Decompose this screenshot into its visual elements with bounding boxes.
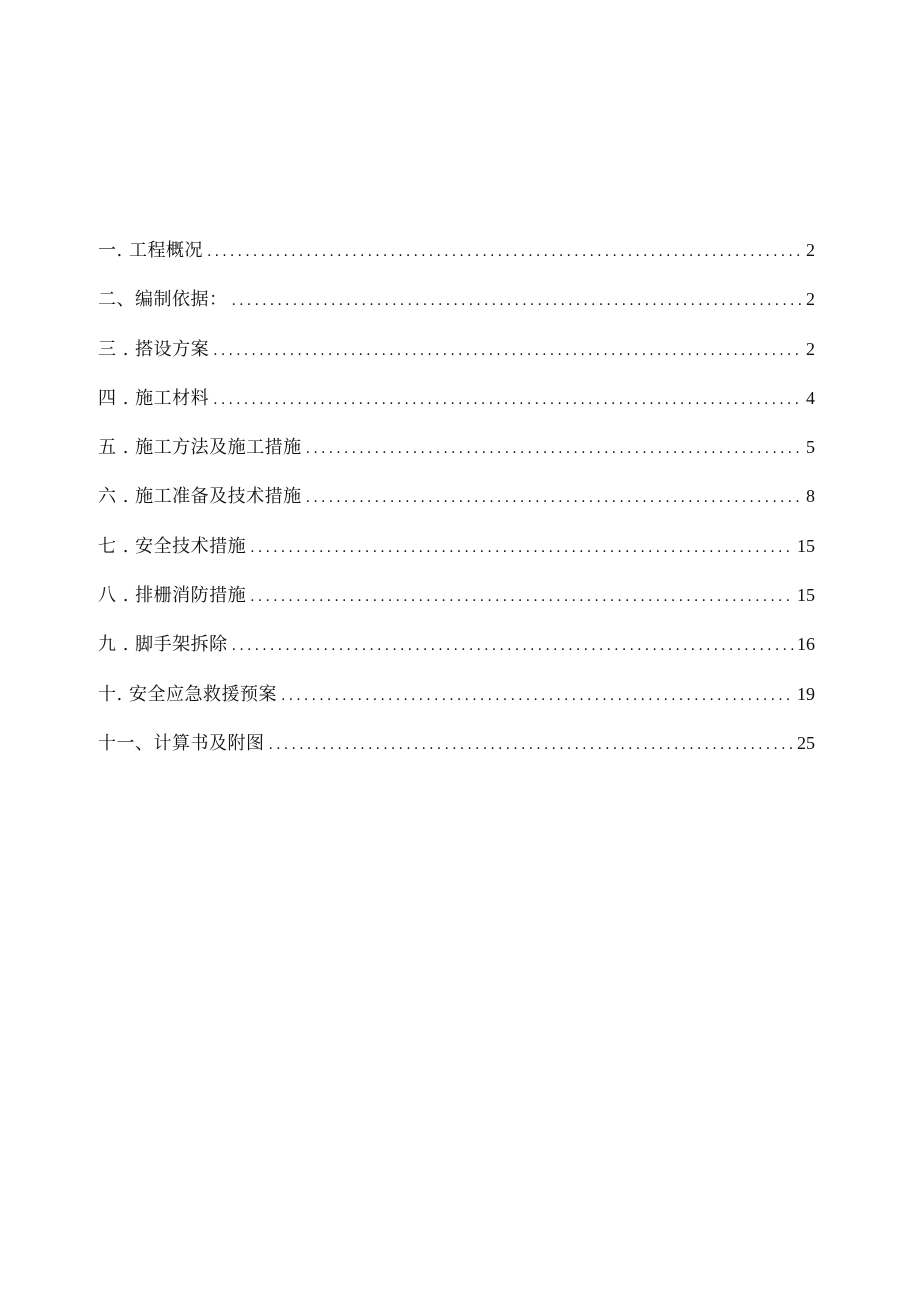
toc-entry[interactable]: [98, 630, 815, 679]
table-of-contents: [98, 236, 815, 778]
toc-entry-title: 三 . 搭设方案: [98, 338, 210, 360]
toc-dot-leader: [306, 435, 803, 463]
toc-entry-title: 八 . 排栅消防措施: [98, 585, 247, 607]
toc-entry-title: 五 . 施工方法及施工措施: [98, 437, 302, 459]
toc-entry[interactable]: [98, 384, 815, 433]
toc-entry-title: 一. 工程概况: [98, 240, 203, 261]
toc-entry-page: 2: [806, 338, 815, 359]
toc-entry-page: 16: [797, 634, 815, 655]
toc-dot-leader: [213, 386, 803, 414]
toc-dot-leader: [250, 583, 794, 611]
toc-entry[interactable]: [98, 285, 815, 334]
toc-entry-title: 十. 安全应急救援预案: [98, 683, 277, 705]
toc-dot-leader: [269, 731, 795, 759]
toc-dot-leader: [207, 238, 803, 266]
toc-entry[interactable]: [98, 482, 815, 531]
toc-entry[interactable]: [98, 680, 815, 729]
toc-dot-leader: [306, 484, 803, 512]
toc-entry-page: 5: [806, 437, 815, 458]
toc-entry-title: 九 . 脚手架拆除: [98, 634, 228, 656]
toc-entry-title: 二、编制依据：: [98, 289, 228, 311]
toc-entry-page: 15: [797, 535, 815, 556]
toc-entry-page: 4: [806, 387, 815, 408]
toc-entry-title: 六 . 施工准备及技术措施: [98, 486, 302, 508]
toc-entry[interactable]: [98, 729, 815, 778]
toc-entry[interactable]: [98, 236, 815, 285]
toc-entry[interactable]: [98, 581, 815, 630]
toc-entry-page: 19: [797, 683, 815, 704]
toc-dot-leader: [232, 632, 794, 660]
toc-entry-page: 8: [806, 486, 815, 507]
toc-entry-page: 2: [806, 240, 815, 260]
toc-entry[interactable]: [98, 335, 815, 384]
toc-entry-page: 2: [806, 289, 815, 310]
toc-entry-title: 七 . 安全技术措施: [98, 535, 247, 557]
toc-entry-title: 四 . 施工材料: [98, 387, 210, 409]
toc-entry[interactable]: [98, 532, 815, 581]
toc-entry-title: 十一、计算书及附图: [98, 732, 265, 754]
toc-dot-leader: [250, 534, 794, 562]
toc-dot-leader: [213, 337, 803, 365]
toc-entry[interactable]: [98, 433, 815, 482]
toc-dot-leader: [232, 287, 804, 315]
toc-entry-page: 25: [797, 732, 815, 753]
toc-dot-leader: [281, 682, 794, 710]
toc-entry-page: 15: [797, 585, 815, 606]
